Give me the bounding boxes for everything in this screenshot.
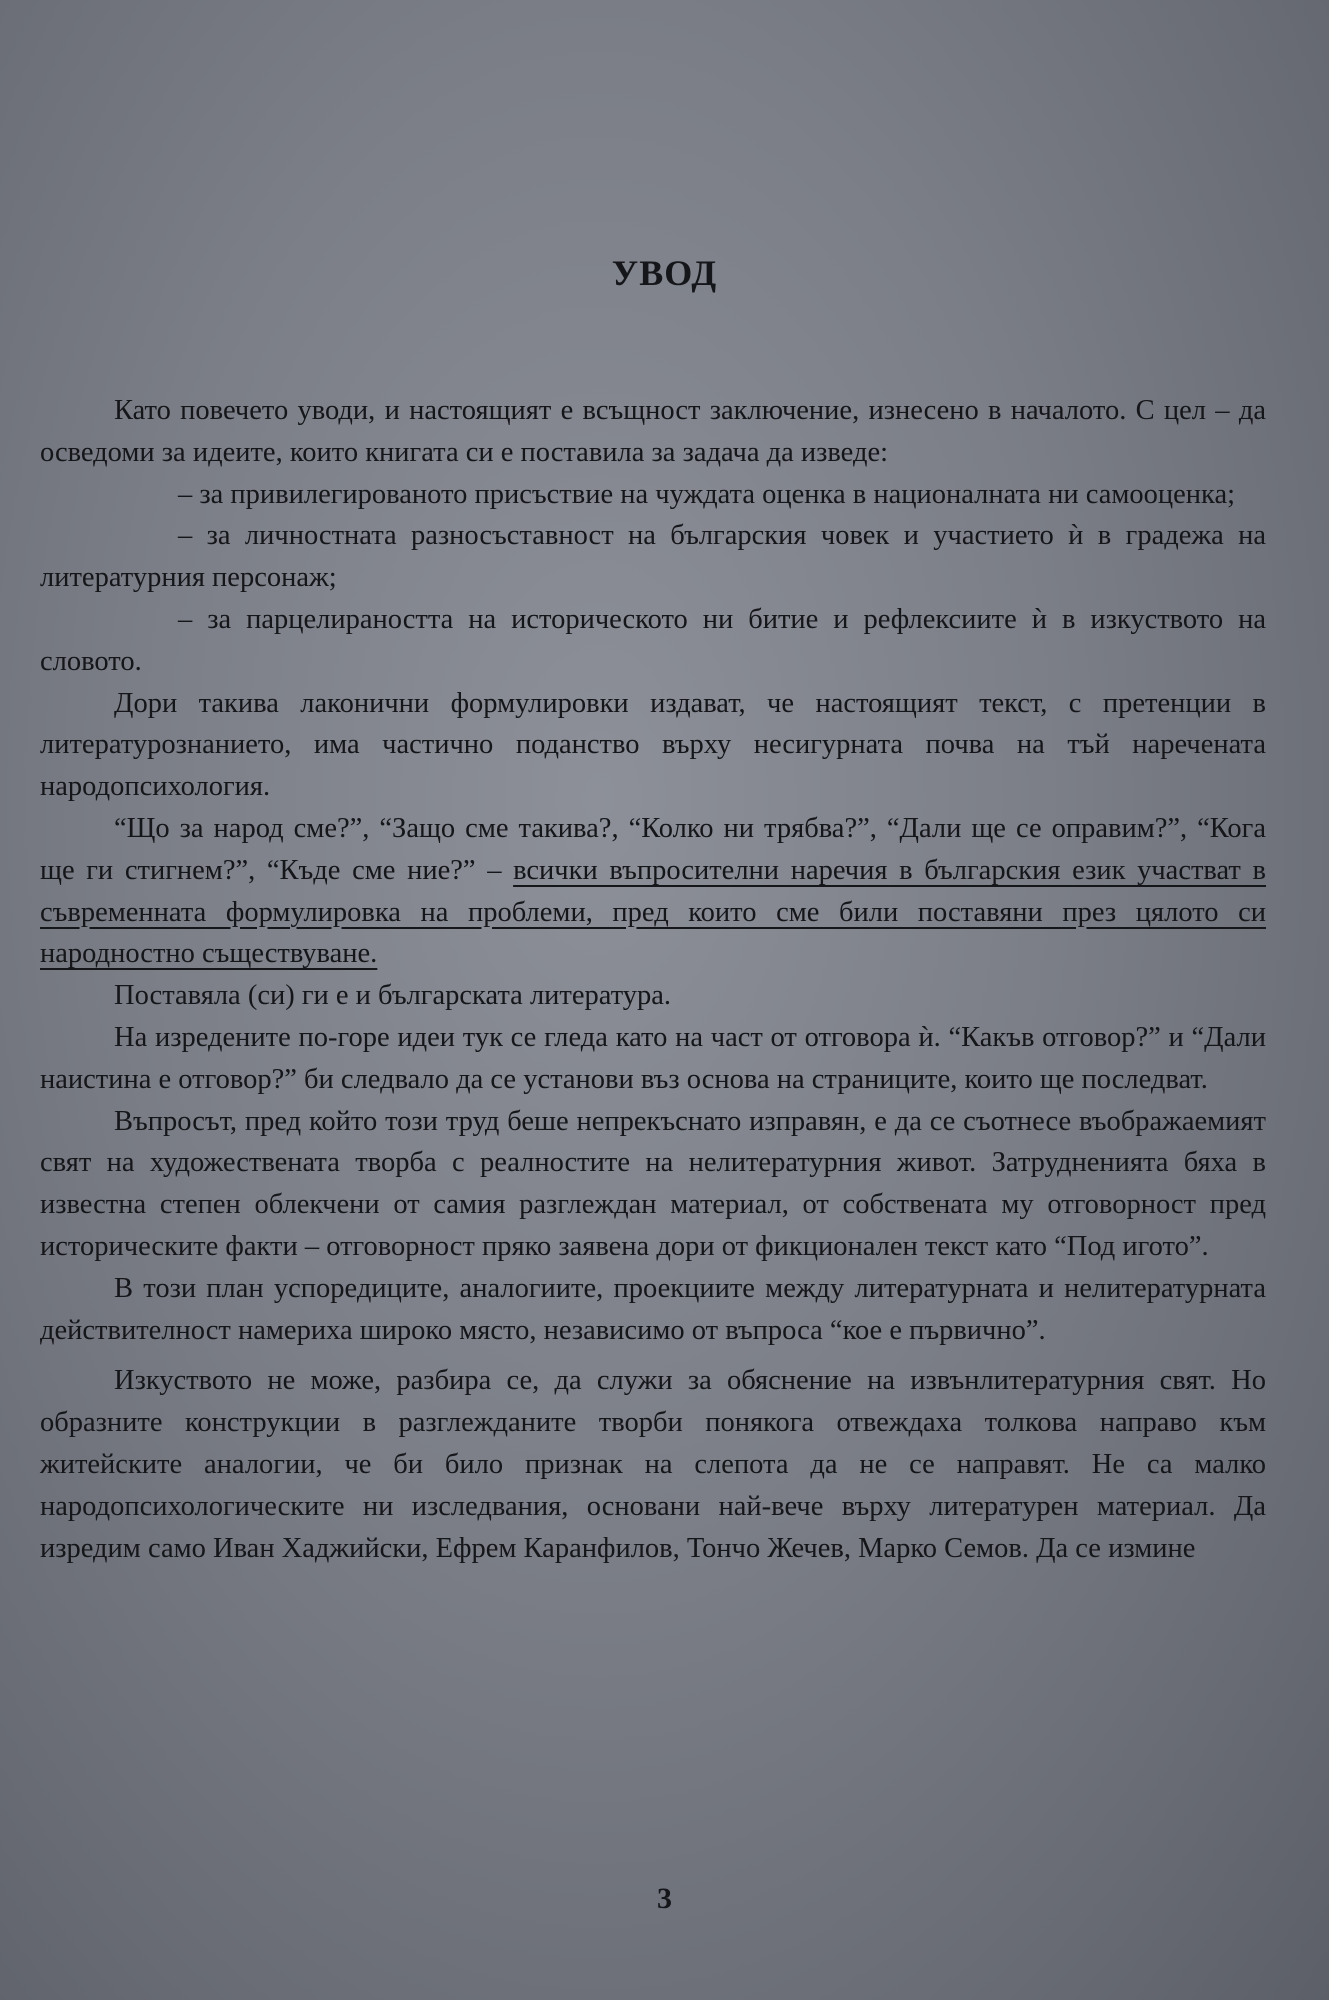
page-number: 3 <box>657 1882 672 1915</box>
questions-text: “Що за народ сме?”, “Защо сме такива?, “Колко ни трябва?”, “Дали ще се оправим?”, “Кога ще ги стигнем?”, “Къде сме ние?” – <box>40 812 1266 886</box>
chapter-title: УВОД <box>611 253 718 293</box>
paragraph-parallels: В този план успоредиците, аналогиите, проекциите между литературната и нелитературната действителност намериха широко място, независимо от въпроса “кое е първично”. <box>40 1272 1266 1346</box>
body-text <box>40 390 1266 1569</box>
paragraph-intro: Като повечето уводи, и настоящият е всъщност заключение, изнесено в началото. С цел – да осведоми за идеите, които книгата си е поставила за задача да изведе: <box>40 395 1266 468</box>
paragraph-formulations: Дори такива лаконични формулировки издават, че настоящият текст, с претенции в литературознанието, има частично поданство върху несигурната почва на тъй наречената народопсихология. <box>40 687 1266 803</box>
list-item-personality: – за личностната разносъставност на българския човек и участието ѝ в градежа на литературния персонаж; <box>40 520 1266 594</box>
paragraph-literature: Поставяла (си) ги е и българската литература. <box>114 980 672 1012</box>
list-item-foreign-assessment: – за привилегированото присъствие на чуждата оценка в националната ни самооценка; <box>178 478 1236 510</box>
paragraph-questions <box>40 808 1266 975</box>
paragraph-art: Изкуството не може, разбира се, да служи за обяснение на извънлитературния свят. Но образните конструкции в разглежданите творби понякога отвеждаха толкова направо към житейските аналогии, че би било признак на слепота да не се направят. Не са малко народопсихологическите ни изследвания, основани най-вече върху литературен материал. Да изредим само Иван Хаджийски, Ефрем Каранфилов, Тончо Жечев, Марко Семов. Да се измине <box>40 1365 1266 1564</box>
list-item-parceled-history: – за парцелираността на историческото ни битие и рефлексиите ѝ в изкуството на словото. <box>40 603 1266 677</box>
paragraph-answer: На изредените по-горе идеи тук се гледа като на част от отговора ѝ. “Какъв отговор?” и “Дали наистина е отговор?” би следвало да се установи въз основа на страниците, които ще последват. <box>40 1021 1266 1095</box>
paragraph-question-faced: Въпросът, пред който този труд беше непрекъснато изправян, е да се съотнесе въображаемият свят на художествената творба с реалностите на нелитературния живот. Затрудненията бяха в известна степен облекчени от самия разглеждан материал, от собствената му отговорност пред историческите факти – отговорност пряко заявена дори от фикционален текст като “Под игото”. <box>40 1105 1266 1262</box>
underlined-passage: всички въпросителни наречия в българския език участват в съвременната формулировка на проблеми, пред които сме били поставяни през цялото си народностно съществуване. <box>40 854 1266 970</box>
